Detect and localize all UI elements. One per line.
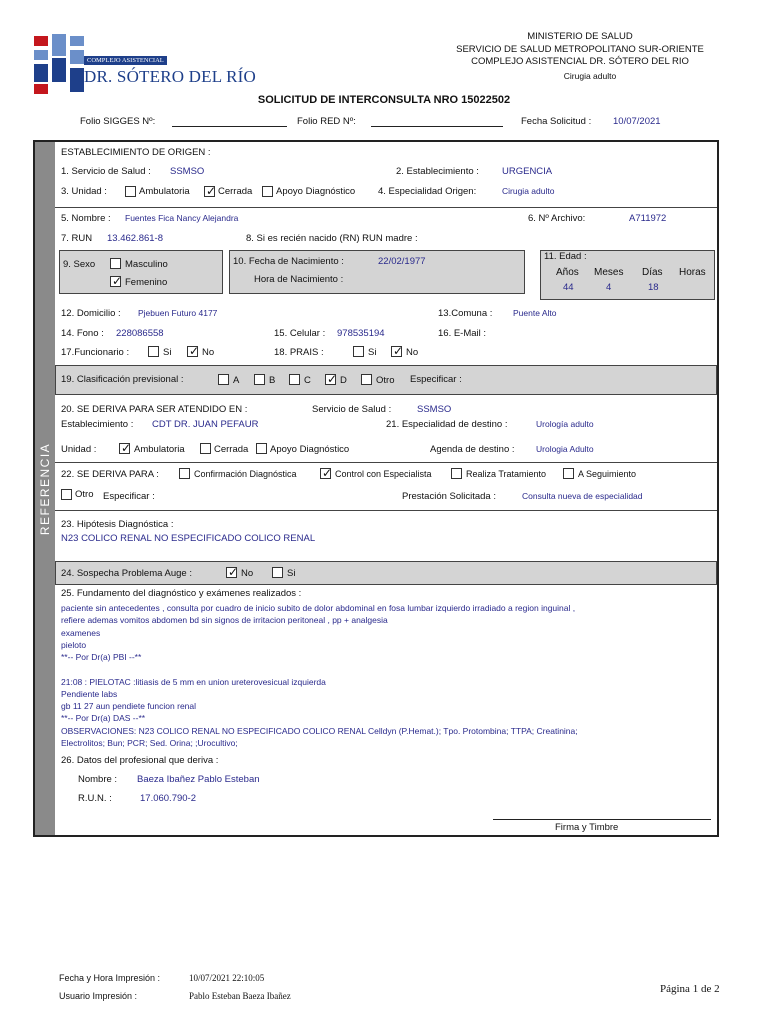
edad-label: 11. Edad : — [544, 251, 587, 262]
prais-si-label: Si — [368, 347, 377, 358]
origen-cerrada-label: Cerrada — [218, 186, 253, 197]
hipotesis-value: N23 COLICO RENAL NO ESPECIFICADO COLICO RENAL — [61, 533, 316, 544]
deriva-ambulatoria-label: Ambulatoria — [134, 444, 185, 455]
page-number: Página 1 de 2 — [660, 983, 720, 995]
prevision-d-checkbox[interactable] — [325, 374, 336, 385]
cross-logo-icon — [34, 34, 86, 96]
deriva-esp-label: 21. Especialidad de destino : — [386, 419, 508, 430]
domicilio-label: 12. Domicilio : — [61, 308, 121, 319]
ministry-text: MINISTERIO DE SALUD — [527, 31, 633, 42]
fundamento-line-11: Electrolitos; Bun; PCR; Sed. Orina; ;Urocultivo; — [61, 738, 238, 748]
agenda-label: Agenda de destino : — [430, 444, 515, 455]
especialidad-origen-value: Cirugia adulto — [502, 186, 555, 196]
prevision-c-label: C — [304, 375, 311, 386]
funcionario-no-label: No — [202, 347, 215, 358]
archivo-label: 6. Nº Archivo: — [528, 213, 586, 224]
rn-label: 8. Si es recién nacido (RN) RUN madre : — [246, 233, 418, 244]
funcionario-label: 17.Funcionario : — [61, 347, 130, 358]
auge-no-label: No — [241, 568, 254, 579]
profesional-nombre-value: Baeza Ibañez Pablo Esteban — [137, 774, 260, 785]
unidad-label: 3. Unidad : — [61, 186, 107, 197]
deriva-otro-label: Otro — [75, 489, 94, 500]
firma-label: Firma y Timbre — [555, 822, 619, 833]
deriva-ambulatoria-checkbox[interactable] — [119, 443, 130, 454]
deriva-especificar-label: Especificar : — [103, 491, 155, 502]
tratamiento-label: Realiza Tratamiento — [466, 469, 547, 479]
folio-red-line — [371, 126, 503, 127]
tratamiento-checkbox[interactable] — [451, 468, 462, 479]
hora-nac-label: Hora de Nacimiento : — [254, 274, 344, 285]
deriva-servicio-value: SSMSO — [417, 404, 452, 415]
seguimiento-label: A Seguimiento — [578, 469, 637, 479]
auge-si-label: Si — [287, 568, 296, 579]
deriva-cerrada-checkbox[interactable] — [200, 443, 211, 454]
firma-line — [493, 819, 711, 820]
edad-header-dias: Días — [642, 267, 663, 278]
especialidad-origen-label: 4. Especialidad Origen: — [378, 186, 477, 197]
masculino-checkbox[interactable] — [110, 258, 121, 269]
fono-value: 228086558 — [116, 328, 164, 339]
fundamento-line-9: **-- Por Dr(a) DAS --** — [61, 713, 146, 723]
deriva-cerrada-label: Cerrada — [214, 444, 249, 455]
deriva-esp-value: Urología adulto — [536, 419, 594, 429]
fundamento-line-8: gb 11 27 aun pendiete funcion renal — [61, 701, 197, 711]
side-label: REFERENCIA — [38, 442, 52, 536]
folio-sigges-label: Folio SIGGES Nº: — [80, 116, 156, 127]
service-text: SERVICIO DE SALUD METROPOLITANO SUR-ORIENTE — [456, 44, 704, 55]
prevision-d-label: D — [340, 375, 347, 386]
edad-value-meses: 4 — [606, 282, 612, 293]
control-label: Control con Especialista — [335, 469, 432, 479]
deriva-para-label: 22. SE DERIVA PARA : — [61, 469, 159, 480]
email-label: 16. E-Mail : — [438, 328, 487, 339]
auge-si-checkbox[interactable] — [272, 567, 283, 578]
funcionario-no-checkbox[interactable] — [187, 346, 198, 357]
servicio-label: 1. Servicio de Salud : — [61, 166, 151, 177]
fecha-solicitud-value: 10/07/2021 — [613, 116, 661, 127]
establecimiento-label: 2. Establecimiento : — [396, 166, 479, 177]
unit-text: Cirugia adulto — [563, 71, 617, 81]
comuna-label: 13.Comuna : — [438, 308, 493, 319]
logo-big-text: DR. SÓTERO DEL RÍO — [84, 67, 257, 86]
fundamento-line-1: refiere ademas vomitos abdomen bd sin signos de irritacion peritoneal , pp + analgesia — [61, 615, 388, 625]
footer-fecha-label: Fecha y Hora Impresión : — [59, 973, 161, 983]
auge-label: 24. Sospecha Problema Auge : — [61, 568, 192, 579]
fundamento-line-0: paciente sin antecedentes , consulta por cuadro de inicio subito de dolor abdominal en fosa lumbar izquierdo irradiado a region inguinal , — [61, 603, 576, 613]
fnac-label: 10. Fecha de Nacimiento : — [233, 256, 344, 267]
femenino-checkbox[interactable] — [110, 276, 121, 287]
fundamento-line-10: OBSERVACIONES: N23 COLICO RENAL NO ESPECIFICADO COLICO RENAL Celldyn (P.Hemat.); Tpo. Protombina; TTPA; Creatinina; — [61, 726, 578, 736]
auge-no-checkbox[interactable] — [226, 567, 237, 578]
confirmacion-label: Confirmación Diagnóstica — [194, 469, 297, 479]
fundamento-line-3: pieloto — [61, 640, 87, 650]
divider-3 — [55, 510, 717, 511]
folio-sigges-line — [172, 126, 287, 127]
origen-ambulatoria-label: Ambulatoria — [139, 186, 190, 197]
celular-label: 15. Celular : — [274, 328, 326, 339]
footer-usuario-value: Pablo Esteban Baeza Ibañez — [189, 991, 291, 1001]
deriva-estab-label: Establecimiento : — [61, 419, 134, 430]
folio-red-label: Folio RED Nº: — [297, 116, 356, 127]
prestacion-label: Prestación Solicitada : — [402, 491, 496, 502]
profesional-label: 26. Datos del profesional que deriva : — [61, 755, 219, 766]
origen-apoyo-label: Apoyo Diagnóstico — [276, 186, 356, 197]
prestacion-value: Consulta nueva de especialidad — [522, 491, 643, 501]
prevision-label: 19. Clasificación previsional : — [61, 374, 184, 385]
origen-heading: ESTABLECIMIENTO DE ORIGEN : — [61, 147, 211, 158]
agenda-value: Urologia Adulto — [536, 444, 594, 454]
edad-header-horas: Horas — [679, 267, 706, 278]
logo-small-text: COMPLEJO ASISTENCIAL — [84, 56, 167, 65]
prais-no-label: No — [406, 347, 419, 358]
establecimiento-value: URGENCIA — [502, 166, 553, 177]
fecha-solicitud-label: Fecha Solicitud : — [521, 116, 592, 127]
edad-header-meses: Meses — [594, 267, 624, 278]
fono-label: 14. Fono : — [61, 328, 104, 339]
nombre-label: 5. Nombre : — [61, 213, 111, 224]
profesional-run-value: 17.060.790-2 — [140, 793, 196, 804]
deriva-estab-value: CDT DR. JUAN PEFAUR — [152, 419, 259, 430]
deriva-apoyo-label: Apoyo Diagnóstico — [270, 444, 350, 455]
edad-value-dias: 18 — [648, 282, 659, 293]
prevision-especificar-label: Especificar : — [410, 374, 462, 385]
prais-no-checkbox[interactable] — [391, 346, 402, 357]
prevision-b-label: B — [269, 375, 276, 386]
footer-usuario-label: Usuario Impresión : — [59, 991, 138, 1001]
deriva-unidad-label: Unidad : — [61, 444, 97, 455]
celular-value: 978535194 — [337, 328, 385, 339]
divider-1 — [55, 207, 717, 208]
origen-apoyo-checkbox[interactable] — [262, 186, 273, 197]
page-title: SOLICITUD DE INTERCONSULTA NRO 15022502 — [257, 94, 511, 106]
hospital-logo — [34, 34, 257, 96]
femenino-label: Femenino — [125, 277, 168, 288]
servicio-value: SSMSO — [170, 166, 205, 177]
masculino-label: Masculino — [125, 259, 168, 270]
hipotesis-label: 23. Hipótesis Diagnóstica : — [61, 519, 174, 530]
fundamento-line-7: Pendiente labs — [61, 689, 118, 699]
archivo-value: A711972 — [629, 213, 667, 224]
funcionario-si-checkbox[interactable] — [148, 346, 159, 357]
deriva-otro-checkbox[interactable] — [61, 489, 72, 500]
prevision-otro-checkbox[interactable] — [361, 374, 372, 385]
confirmacion-checkbox[interactable] — [179, 468, 190, 479]
domicilio-value: Pjebuen Futuro 4177 — [138, 308, 218, 318]
fundamento-line-2: examenes — [61, 628, 101, 638]
edad-header-anos: Años — [556, 267, 579, 278]
deriva-apoyo-checkbox[interactable] — [256, 443, 267, 454]
prevision-b-checkbox[interactable] — [254, 374, 265, 385]
run-value: 13.462.861-8 — [107, 233, 163, 244]
complex-text: COMPLEJO ASISTENCIAL DR. SÓTERO DEL RIO — [471, 56, 689, 67]
fnac-value: 22/02/1977 — [378, 256, 426, 267]
footer-fecha-value: 10/07/2021 22:10:05 — [189, 973, 265, 983]
prais-si-checkbox[interactable] — [353, 346, 364, 357]
comuna-value: Puente Alto — [513, 308, 557, 318]
profesional-run-label: R.U.N. : — [78, 793, 112, 804]
divider-2 — [55, 462, 717, 463]
profesional-nombre-label: Nombre : — [78, 774, 118, 785]
control-checkbox[interactable] — [320, 468, 331, 479]
fundamento-line-6: 21:08 : PIELOTAC :litiasis de 5 mm en union ureterovesicual izquierda — [61, 677, 326, 687]
origen-ambulatoria-checkbox[interactable] — [125, 186, 136, 197]
prevision-a-checkbox[interactable] — [218, 374, 229, 385]
fundamento-line-4: **-- Por Dr(a) PBI --** — [61, 652, 142, 662]
fundamento-label: 25. Fundamento del diagnóstico y exámenes realizados : — [61, 588, 302, 599]
deriva-servicio-label: Servicio de Salud : — [312, 404, 392, 415]
funcionario-si-label: Si — [163, 347, 172, 358]
run-label: 7. RUN — [61, 233, 93, 244]
origen-cerrada-checkbox[interactable] — [204, 186, 215, 197]
seguimiento-checkbox[interactable] — [563, 468, 574, 479]
prevision-a-label: A — [233, 375, 240, 386]
prais-label: 18. PRAIS : — [274, 347, 324, 358]
prevision-c-checkbox[interactable] — [289, 374, 300, 385]
prevision-otro-label: Otro — [376, 375, 395, 386]
edad-value-anos: 44 — [563, 282, 574, 293]
deriva-heading: 20. SE DERIVA PARA SER ATENDIDO EN : — [61, 404, 248, 415]
nombre-value: Fuentes Fica Nancy Alejandra — [125, 213, 239, 223]
sexo-label: 9. Sexo — [63, 259, 96, 270]
